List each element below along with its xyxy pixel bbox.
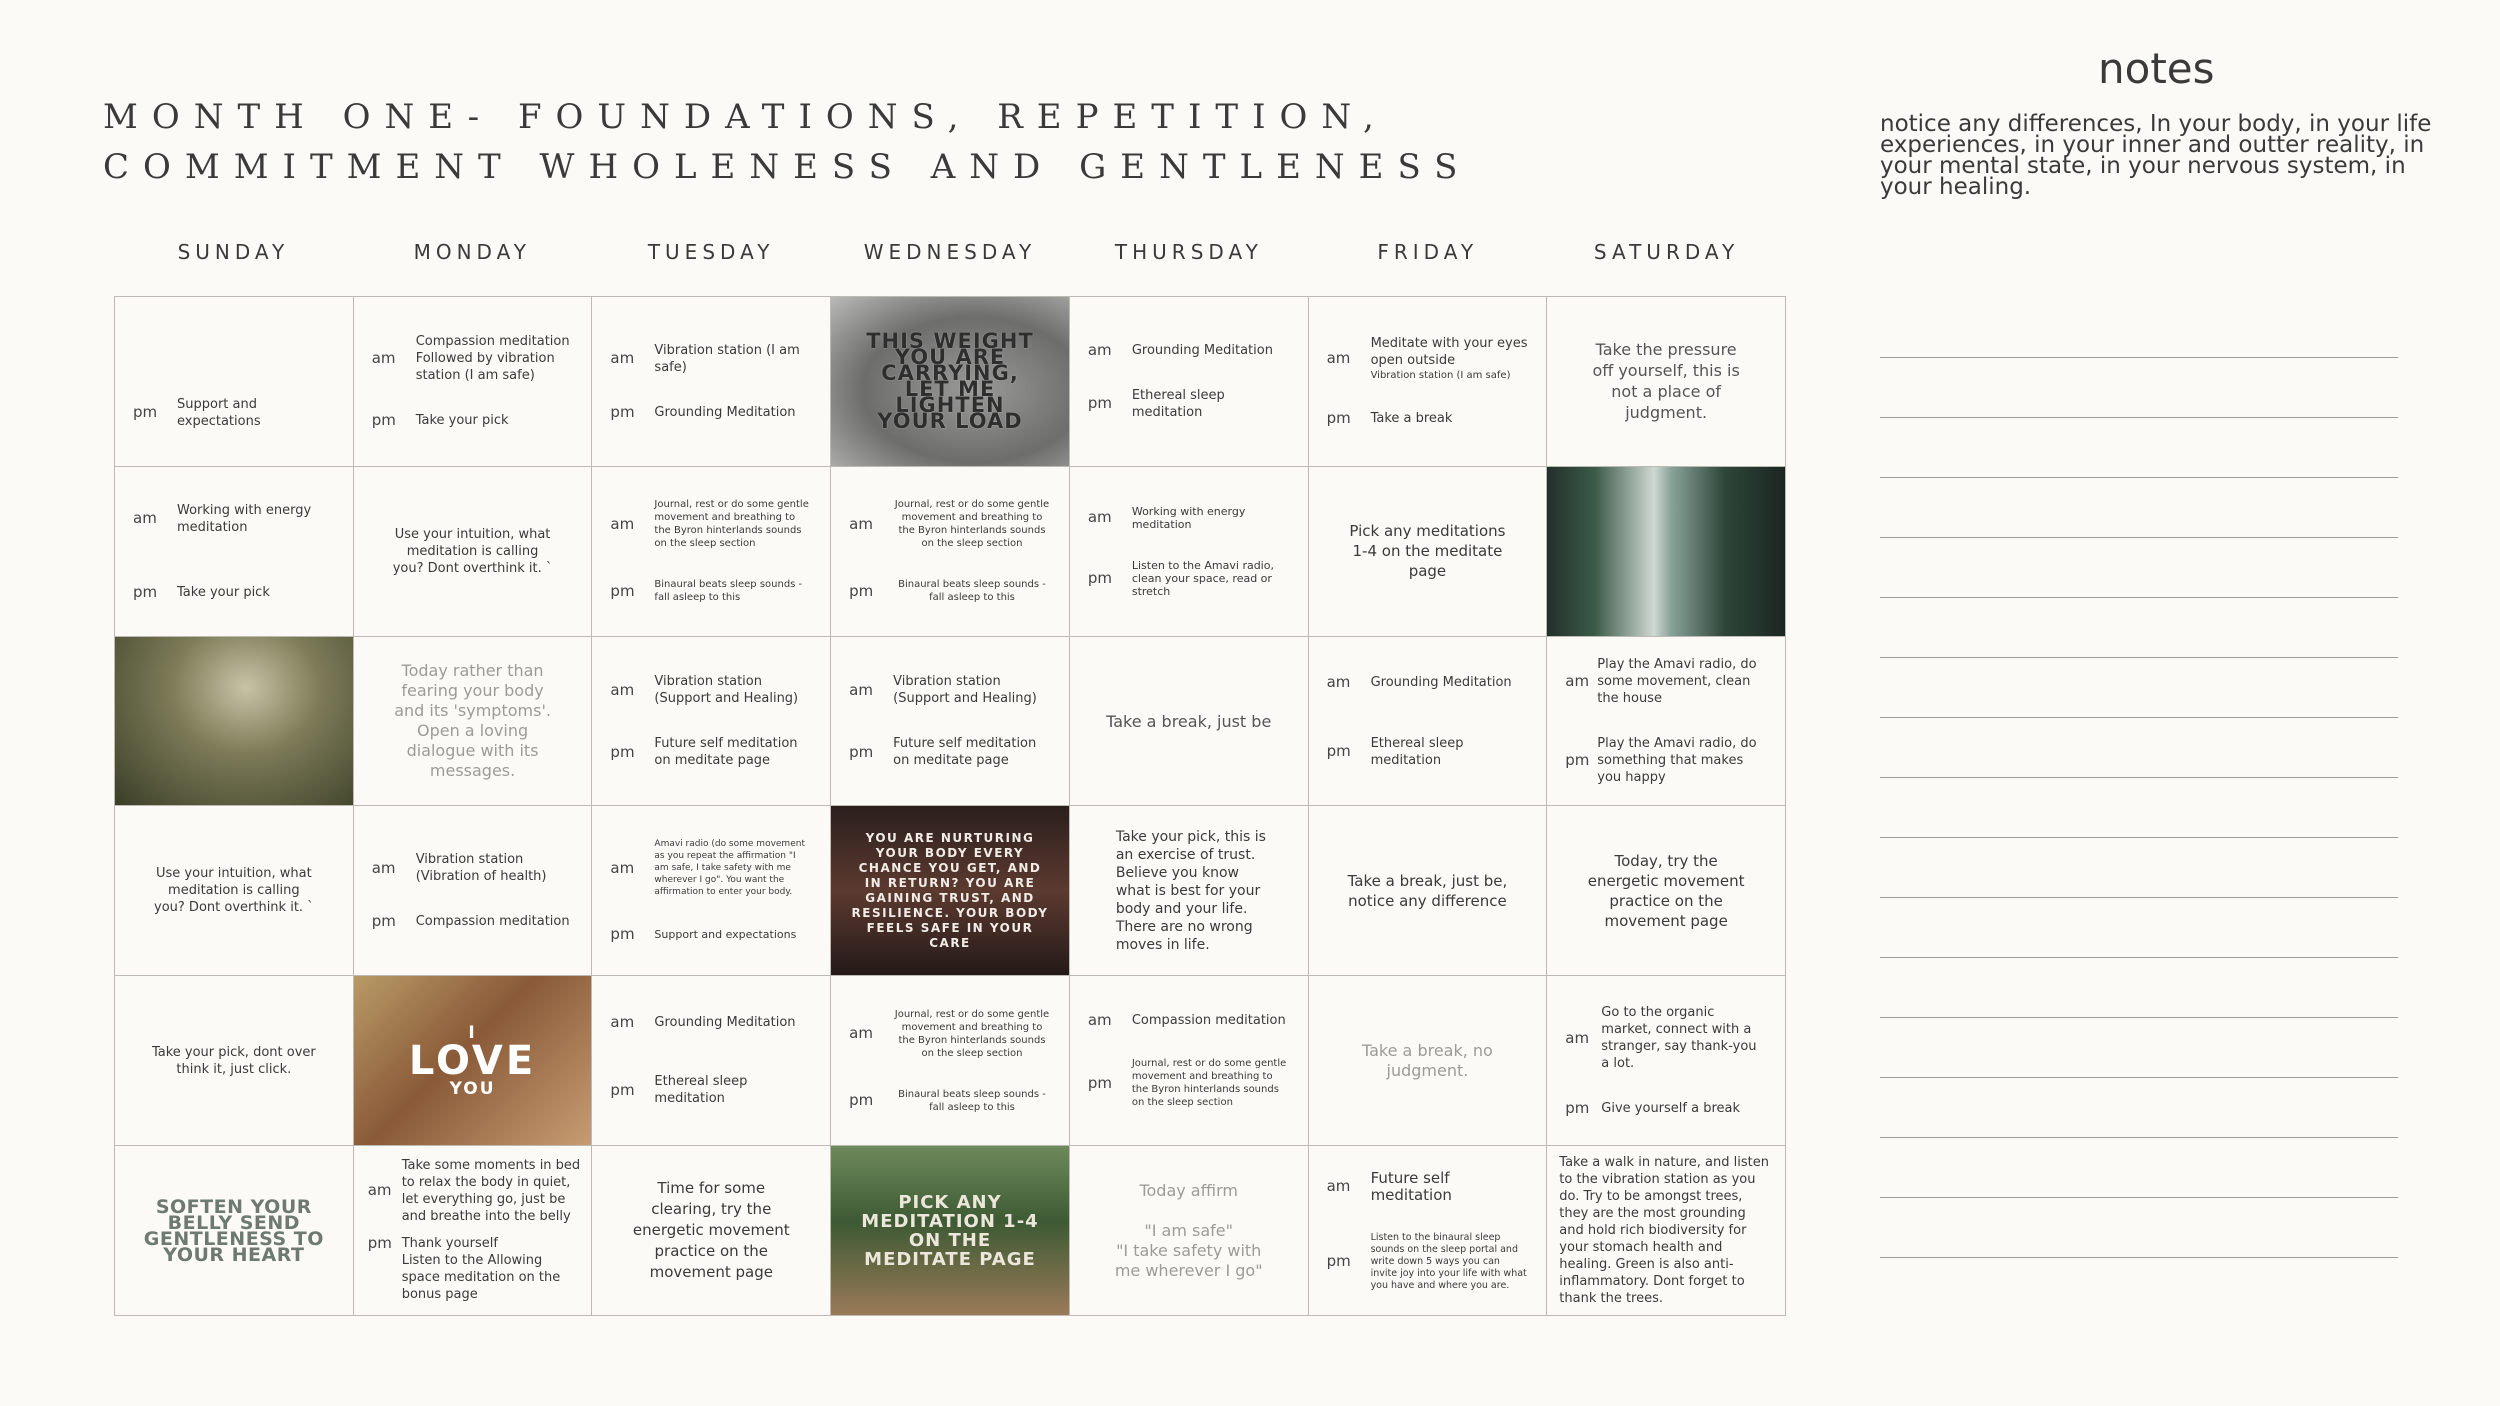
am-row: [849, 498, 1051, 550]
soften-belly-text: SOFTEN YOUR BELLY SEND GENTLENESS TO YOUR HEART: [143, 1195, 324, 1266]
pm-text: Binaural beats sleep sounds - fall asleep to this: [898, 579, 1046, 604]
am-text: Grounding Meditation: [654, 1015, 796, 1031]
am-text: Vibration station (Vibration of health): [415, 852, 547, 885]
am-text: Compassion meditation Followed by vibration station (I am safe): [415, 334, 570, 384]
pm-row: [133, 396, 335, 430]
am-row: [133, 502, 335, 536]
pm-row: [1327, 410, 1529, 427]
cell-w6-mon: [354, 1146, 593, 1316]
notes-title: notes: [2098, 44, 2215, 93]
path-image-overlay-text: PICK ANY MEDITATION 1-4 ON THE MEDITATE PAGE: [861, 1191, 1039, 1270]
love-image-post-text: YOU: [449, 1078, 496, 1099]
cell-text: Take a break, just be: [1106, 711, 1272, 731]
am-row: [1565, 1004, 1767, 1072]
cell-w6-sun: [115, 1146, 354, 1316]
weekday-header: [114, 240, 1786, 270]
am-text: Working with energy meditation: [177, 502, 312, 535]
am-text: Play the Amavi radio, do some movement, clean the house: [1597, 657, 1757, 707]
love-image: [354, 976, 593, 1146]
notes-line: [1880, 778, 2398, 838]
am-row: [849, 673, 1051, 707]
am-label: am: [367, 1181, 392, 1200]
title-line-2: COMMITMENT WHOLENESS AND GENTLENESS: [103, 147, 1472, 187]
am-text: Go to the organic market, connect with a stranger, say thank-you a lot.: [1601, 1005, 1757, 1072]
cell-w5-sun: [115, 976, 354, 1146]
am-row: [610, 1014, 812, 1031]
am-text: Journal, rest or do some gentle movement and breathing to the Byron hinterlands sounds on the sleep section: [894, 1008, 1050, 1059]
pm-text: Listen to the binaural sleep sounds on the sleep portal and write down 5 ways you can invite joy into your life with what you have and where you are.: [1370, 1231, 1527, 1291]
pm-text: Give yourself a break: [1601, 1101, 1741, 1117]
cell-w4-sun: [115, 806, 354, 976]
notes-prompt: notice any differences, In your body, in your life experiences, in your inner and outter reality, in your mental state, in your nervous system, in your healing.: [1880, 111, 2432, 200]
am-text: Journal, rest or do some gentle movement and breathing to the Byron hinterlands sounds on the sleep section: [654, 499, 809, 550]
cell-w2-wed: [831, 467, 1070, 637]
pm-row: [610, 578, 812, 604]
am-row: [372, 333, 574, 384]
am-label: am: [1326, 672, 1351, 691]
notes-line: [1880, 358, 2398, 418]
cell-w6-fri: [1309, 1146, 1548, 1316]
am-text: Vibration station (Support and Healing): [893, 674, 1037, 707]
am-text: Journal, rest or do some gentle movement and breathing to the Byron hinterlands sounds on the sleep section: [894, 499, 1050, 550]
cell-w3-mon: [354, 637, 593, 807]
rock-image-overlay-text: THIS WEIGHT YOU ARE CARRYING, LET ME LIGHTEN YOUR LOAD: [866, 329, 1034, 434]
pm-label: pm: [610, 402, 635, 421]
cell-text: Take a walk in nature, and listen to the vibration station as you do. Try to be amongst trees, they are the most grounding and hold rich biodiversity for your stomach health and healing. Green is also anti-inflammatory. Dont forget to thank the trees.: [1559, 1155, 1769, 1307]
pm-row: [610, 735, 812, 769]
cell-w3-sat: [1547, 637, 1786, 807]
pm-label: pm: [849, 742, 874, 761]
notes-line: [1880, 538, 2398, 598]
am-text: Compassion meditation: [1131, 1013, 1286, 1029]
am-row: [372, 851, 574, 885]
am-subtext: Vibration station (I am safe): [1370, 370, 1511, 382]
waterfall-image: [1547, 467, 1786, 637]
pm-text: Grounding Meditation: [654, 404, 796, 420]
cell-w4-sat: [1547, 806, 1786, 976]
am-row: [1088, 505, 1290, 531]
cell-text: Time for some clearing, try the energetic movement practice on the movement page: [632, 1179, 790, 1282]
pm-text: Binaural beats sleep sounds - fall asleep to this: [654, 579, 803, 604]
cell-w2-tue: [592, 467, 831, 637]
pm-row: [372, 913, 574, 930]
pm-row: [1327, 1232, 1529, 1292]
am-label: am: [610, 858, 635, 877]
notes-line: [1880, 1198, 2398, 1258]
cell-w3-tue: [592, 637, 831, 807]
am-label: am: [1326, 1177, 1351, 1196]
pm-row: [368, 1235, 582, 1303]
affirm-line-2: "I am safe": [1144, 1220, 1234, 1240]
nurturing-image: [831, 806, 1070, 976]
notes-line: [1880, 718, 2398, 778]
am-row: [1327, 1170, 1529, 1204]
cell-w4-thu: [1070, 806, 1309, 976]
pm-text: Ethereal sleep meditation: [1131, 387, 1225, 420]
am-row: [1327, 674, 1529, 691]
pm-label: pm: [849, 1091, 874, 1110]
cell-w3-wed: [831, 637, 1070, 807]
pm-row: [849, 578, 1051, 604]
cell-w2-sun: [115, 467, 354, 637]
pm-text: Ethereal sleep meditation: [1370, 735, 1464, 768]
am-row: [1088, 1012, 1290, 1029]
day-thursday: THURSDAY: [1114, 240, 1263, 264]
am-label: am: [1565, 1028, 1590, 1047]
cell-w1-sun: [115, 297, 354, 467]
pm-text: Journal, rest or do some gentle movement and breathing to the Byron hinterlands sounds on the sleep section: [1131, 1058, 1287, 1109]
pm-label: pm: [1565, 751, 1590, 770]
pm-label: pm: [610, 742, 635, 761]
pm-row: [849, 1088, 1051, 1114]
pm-text: Binaural beats sleep sounds - fall asleep to this: [898, 1088, 1046, 1113]
am-text: Take some moments in bed to relax the body in quiet, let everything go, just be and breathe into the belly: [401, 1157, 581, 1224]
forest-image: [115, 637, 354, 807]
pm-label: pm: [371, 411, 396, 430]
pm-subtext: Listen to the Allowing space meditation on the bonus page: [401, 1252, 561, 1302]
am-row: [1088, 342, 1290, 359]
cell-w1-sat: [1547, 297, 1786, 467]
pm-row: [1088, 559, 1290, 598]
am-label: am: [133, 509, 157, 528]
rock-image: [831, 297, 1070, 467]
cell-text: Use your intuition, what meditation is calling you? Dont overthink it. `: [154, 866, 314, 916]
notes-line: [1880, 838, 2398, 898]
pm-text: Support and expectations: [177, 396, 261, 429]
notes-line: [1880, 1078, 2398, 1138]
pm-label: pm: [1087, 1073, 1112, 1092]
am-row: [1565, 656, 1767, 707]
calendar-grid: [114, 296, 1786, 1316]
am-text: Grounding Meditation: [1370, 674, 1512, 690]
cell-w4-fri: [1309, 806, 1548, 976]
cell-w4-mon: [354, 806, 593, 976]
cell-w2-fri: [1309, 467, 1548, 637]
cell-text: Pick any meditations 1-4 on the meditate page: [1349, 522, 1506, 581]
am-label: am: [1565, 672, 1590, 691]
pm-label: pm: [610, 1080, 635, 1099]
pm-text-group: [402, 1235, 582, 1303]
pm-row: [1565, 735, 1767, 786]
affirm-line-1: Today affirm: [1139, 1180, 1238, 1200]
cell-w6-tue: [592, 1146, 831, 1316]
am-label: am: [1087, 508, 1112, 527]
am-label: am: [1087, 1011, 1112, 1030]
pm-row: [610, 1073, 812, 1107]
calendar-title: [103, 92, 1471, 192]
affirm-line-3: "I take safety with me wherever I go": [1114, 1240, 1263, 1280]
title-line-1: MONTH ONE- FOUNDATIONS, REPETITION,: [103, 97, 1388, 137]
pm-label: pm: [1087, 394, 1112, 413]
cell-text: Take a break, no judgment.: [1362, 1040, 1493, 1080]
am-text: Meditate with your eyes open outside: [1370, 336, 1528, 369]
am-row: [610, 673, 812, 707]
cell-w1-mon: [354, 297, 593, 467]
am-row: [1327, 335, 1529, 382]
cell-w2-mon: [354, 467, 593, 637]
pm-row: [1565, 1100, 1767, 1117]
cell-text: Take the pressure off yourself, this is not a place of judgment.: [1592, 340, 1740, 423]
cell-text: Use your intuition, what meditation is calling you? Dont overthink it. `: [392, 526, 553, 576]
pm-text: Take your pick: [415, 413, 509, 429]
pm-label: pm: [133, 403, 158, 422]
day-sunday: SUNDAY: [177, 240, 290, 264]
am-label: am: [849, 680, 873, 699]
notes-line: [1880, 478, 2398, 538]
cell-w5-tue: [592, 976, 831, 1146]
cell-w6-sat: [1547, 1146, 1786, 1316]
cell-w1-fri: [1309, 297, 1548, 467]
pm-text: Take your pick: [177, 584, 270, 600]
pm-text: Future self meditation on meditate page: [893, 736, 1037, 769]
am-label: am: [610, 680, 635, 699]
pm-label: pm: [367, 1233, 392, 1252]
cell-w1-tue: [592, 297, 831, 467]
day-saturday: SATURDAY: [1593, 240, 1740, 264]
am-text-group: [1371, 335, 1529, 382]
pm-label: pm: [610, 925, 635, 944]
cell-text: Today rather than fearing your body and its 'symptoms'. Open a loving dialogue with its messages.: [394, 661, 551, 781]
cell-text: Take a break, just be, notice any difference: [1347, 871, 1508, 910]
pm-label: pm: [849, 581, 874, 600]
cell-text: Take your pick, this is an exercise of trust. Believe you know what is best for your body and your life. There are no wrong moves in life.: [1115, 828, 1266, 953]
notes-line: [1880, 1018, 2398, 1078]
pm-row: [1327, 735, 1529, 769]
pm-label: pm: [1326, 1252, 1351, 1271]
cell-w2-thu: [1070, 467, 1309, 637]
am-row: [610, 342, 812, 376]
am-label: am: [610, 514, 635, 533]
pm-text: Support and expectations: [654, 928, 797, 942]
pm-text: Thank yourself: [401, 1235, 498, 1251]
cell-w6-thu: [1070, 1146, 1309, 1316]
pm-label: pm: [610, 581, 635, 600]
am-label: am: [371, 858, 396, 877]
pm-row: [610, 404, 812, 421]
notes-line: [1880, 418, 2398, 478]
cell-text: Today, try the energetic movement practice on the movement page: [1587, 851, 1745, 930]
nurturing-image-overlay-text: YOU ARE NURTURING YOUR BODY EVERY CHANCE YOU GET, AND IN RETURN? YOU ARE GAINING TRUST, AND RESILIENCE. YOUR BODY FEELS SAFE IN YOUR CARE: [851, 830, 1049, 950]
love-image-pre-text: I: [468, 1022, 477, 1043]
cell-w5-sat: [1547, 976, 1786, 1146]
pm-row: [372, 412, 574, 429]
pm-label: pm: [1326, 409, 1351, 428]
notes-lines: [1880, 298, 2398, 1258]
pm-label: pm: [371, 912, 396, 931]
day-monday: MONDAY: [413, 240, 531, 264]
cell-text: Take your pick, dont over think it, just click.: [151, 1044, 316, 1077]
am-row: [610, 838, 812, 898]
am-text: Vibration station (Support and Healing): [654, 674, 799, 707]
love-image-main-text: LOVE: [408, 1037, 537, 1084]
notes-line: [1880, 958, 2398, 1018]
am-row: [368, 1157, 582, 1225]
cell-w5-wed: [831, 976, 1070, 1146]
cell-w3-fri: [1309, 637, 1548, 807]
pm-row: [1088, 1057, 1290, 1109]
pm-text: Future self meditation on meditate page: [654, 736, 798, 769]
am-row: [849, 1008, 1051, 1060]
pm-text: Play the Amavi radio, do something that makes you happy: [1597, 736, 1757, 786]
cell-w3-thu: [1070, 637, 1309, 807]
pm-label: pm: [133, 582, 158, 601]
am-text: Working with energy meditation: [1131, 504, 1246, 531]
pm-text: Ethereal sleep meditation: [654, 1074, 748, 1107]
notes-line: [1880, 298, 2398, 358]
pm-label: pm: [1326, 742, 1351, 761]
notes-line: [1880, 898, 2398, 958]
cell-w5-thu: [1070, 976, 1309, 1146]
pm-label: pm: [1087, 568, 1112, 587]
pm-text: Take a break: [1370, 411, 1453, 427]
am-label: am: [610, 1013, 635, 1032]
am-text: Grounding Meditation: [1131, 342, 1273, 358]
notes-line: [1880, 658, 2398, 718]
pm-text: Compassion meditation: [415, 914, 570, 930]
cell-w1-thu: [1070, 297, 1309, 467]
day-wednesday: WEDNESDAY: [863, 240, 1037, 264]
notes-line: [1880, 1138, 2398, 1198]
pm-row: [610, 926, 812, 943]
am-row: [610, 498, 812, 550]
am-label: am: [1326, 349, 1351, 368]
pm-label: pm: [1565, 1099, 1590, 1118]
am-label: am: [371, 349, 396, 368]
am-text: Vibration station (I am safe): [654, 342, 800, 375]
am-text: Future self meditation: [1370, 1168, 1452, 1204]
day-friday: FRIDAY: [1377, 240, 1479, 264]
am-label: am: [610, 349, 635, 368]
path-image: [831, 1146, 1070, 1316]
cell-w5-fri: [1309, 976, 1548, 1146]
am-label: am: [849, 1024, 873, 1043]
pm-row: [1088, 387, 1290, 421]
am-label: am: [849, 514, 873, 533]
notes-line: [1880, 598, 2398, 658]
am-text: Amavi radio (do some movement as you repeat the affirmation "I am safe, I take safety with me wherever I go". You want the affirmation to enter your body.: [654, 839, 805, 898]
am-label: am: [1087, 340, 1112, 359]
pm-text: Listen to the Amavi radio, clean your space, read or stretch: [1131, 558, 1274, 598]
pm-row: [133, 584, 335, 601]
pm-row: [849, 735, 1051, 769]
cell-w4-tue: [592, 806, 831, 976]
day-tuesday: TUESDAY: [647, 240, 775, 264]
